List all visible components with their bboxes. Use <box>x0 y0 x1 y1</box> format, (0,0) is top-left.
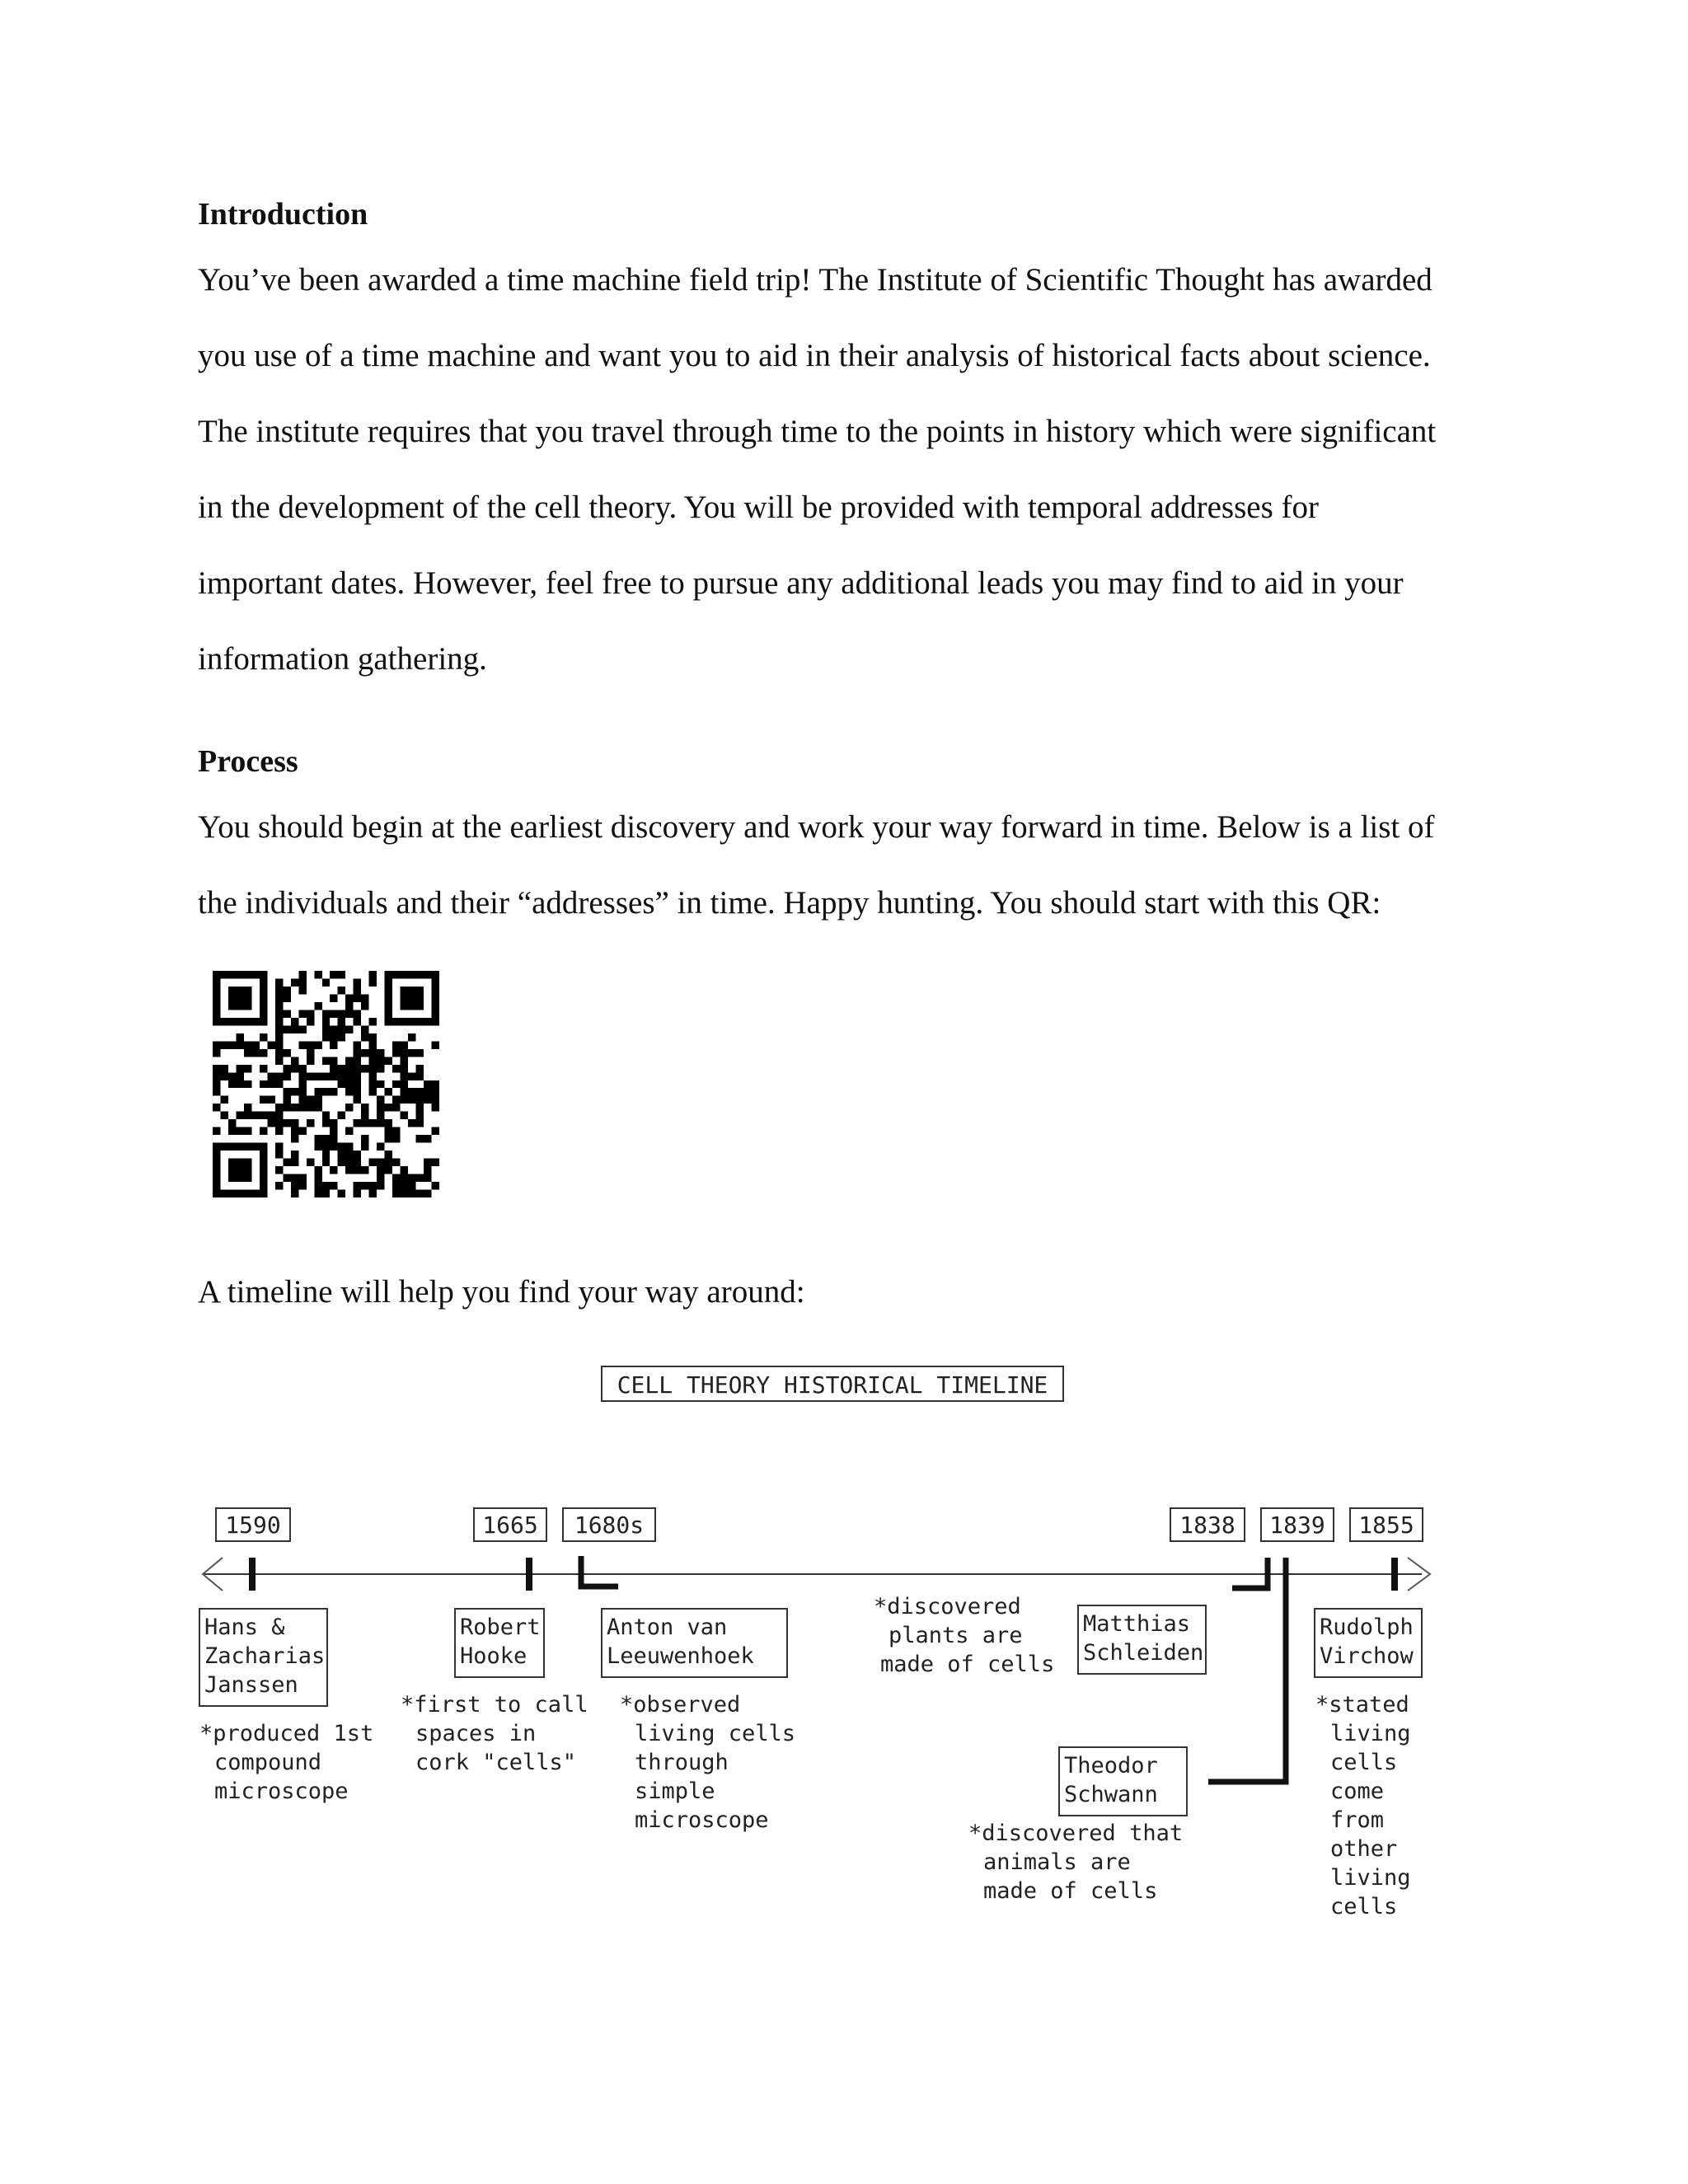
name-line: Schwann <box>1064 1782 1158 1807</box>
note-line: *discovered that <box>968 1821 1184 1846</box>
name-line: Rudolph <box>1320 1615 1414 1640</box>
note-line: cork "cells" <box>415 1750 577 1775</box>
introduction-line: information gathering. <box>198 641 487 677</box>
note-line: cells <box>1330 1894 1398 1919</box>
date-label: 1839 <box>1269 1511 1325 1539</box>
note-line: plants are <box>889 1623 1023 1648</box>
note-line: *produced 1st <box>199 1721 374 1746</box>
name-line: Virchow <box>1320 1643 1414 1669</box>
introduction-line: you use of a time machine and want you to aid in their analysis of historical facts about science. <box>198 338 1431 373</box>
entry-leeuwenhoek <box>602 1609 795 1833</box>
name-line: Zacharias <box>204 1643 326 1669</box>
date-1855 <box>1350 1508 1423 1541</box>
note-line: simple <box>635 1779 715 1804</box>
introduction-line: You’ve been awarded a time machine field trip! The Institute of Scientific Thought has awarded <box>198 262 1432 298</box>
introduction-line: The institute requires that you travel through time to the points in history which were significant <box>198 414 1437 449</box>
note-line: living cells <box>635 1721 796 1746</box>
introduction-line: important dates. However, feel free to pursue any additional leads you may find to aid in your <box>198 565 1404 601</box>
note-line: made of cells <box>983 1878 1158 1904</box>
introduction-paragraph <box>198 242 1517 697</box>
name-line: Leeuwenhoek <box>607 1643 754 1669</box>
date-label: 1680s <box>574 1511 645 1539</box>
name-line: Janssen <box>204 1672 298 1698</box>
date-label: 1665 <box>482 1511 538 1539</box>
name-line: Theodor <box>1064 1753 1158 1779</box>
entry-schwann <box>968 1747 1187 1904</box>
tick-1590 <box>249 1558 256 1591</box>
note-line: living <box>1330 1865 1411 1891</box>
process-heading: Process <box>198 744 298 779</box>
name-line: Matthias <box>1083 1611 1191 1637</box>
name-line: Hans & <box>204 1615 285 1640</box>
date-1680s <box>563 1508 655 1541</box>
tick-1855 <box>1391 1558 1398 1591</box>
note-line: microscope <box>635 1807 769 1833</box>
note-line: made of cells <box>880 1652 1055 1677</box>
note-line: *discovered <box>874 1594 1021 1619</box>
tick-1839 <box>1208 1558 1286 1782</box>
tick-1665 <box>526 1558 532 1591</box>
date-label: 1855 <box>1358 1511 1414 1539</box>
note-line: *stated <box>1315 1692 1409 1718</box>
note-line: microscope <box>214 1779 349 1804</box>
date-label: 1838 <box>1179 1511 1236 1539</box>
process-paragraph <box>198 790 1517 941</box>
name-line: Hooke <box>460 1643 528 1669</box>
date-1665 <box>474 1508 546 1541</box>
entry-janssen <box>199 1609 373 1804</box>
tick-1838 <box>1232 1558 1268 1588</box>
note-line: living <box>1330 1721 1411 1746</box>
name-line: Anton van <box>607 1615 728 1640</box>
note-line: come <box>1330 1779 1385 1804</box>
note-line: *first to call <box>401 1692 588 1718</box>
introduction-line: in the development of the cell theory. You will be provided with temporal addresses for <box>198 490 1319 525</box>
note-line: compound <box>214 1750 322 1775</box>
date-label: 1590 <box>225 1511 281 1539</box>
tick-1680s <box>581 1556 618 1586</box>
introduction-heading: Introduction <box>198 197 368 232</box>
date-1590 <box>216 1508 290 1541</box>
note-line: spaces in <box>415 1721 537 1746</box>
note-line: cells <box>1330 1750 1398 1775</box>
date-1839 <box>1261 1508 1334 1541</box>
date-1838 <box>1170 1508 1245 1541</box>
name-line: Robert <box>460 1615 541 1640</box>
timeline-title: CELL THEORY HISTORICAL TIMELINE <box>617 1371 1048 1399</box>
process-line: You should begin at the earliest discovery and work your way forward in time. Below is a list of <box>198 809 1435 845</box>
note-line: animals are <box>983 1849 1131 1875</box>
cell-theory-timeline <box>190 1352 1459 1945</box>
note-line: from <box>1330 1807 1385 1833</box>
name-line: Schleiden <box>1083 1640 1204 1666</box>
note-line: other <box>1330 1836 1398 1862</box>
qr-code-image <box>213 971 439 1197</box>
timeline-intro: A timeline will help you find your way around: <box>198 1274 805 1310</box>
process-line: the individuals and their “addresses” in time. Happy hunting. You should start with this QR: <box>198 885 1381 921</box>
entry-schleiden <box>874 1594 1206 1677</box>
entry-hooke <box>401 1609 588 1775</box>
note-line: through <box>635 1750 729 1775</box>
note-line: *observed <box>620 1692 741 1718</box>
entry-virchow <box>1315 1609 1422 1919</box>
